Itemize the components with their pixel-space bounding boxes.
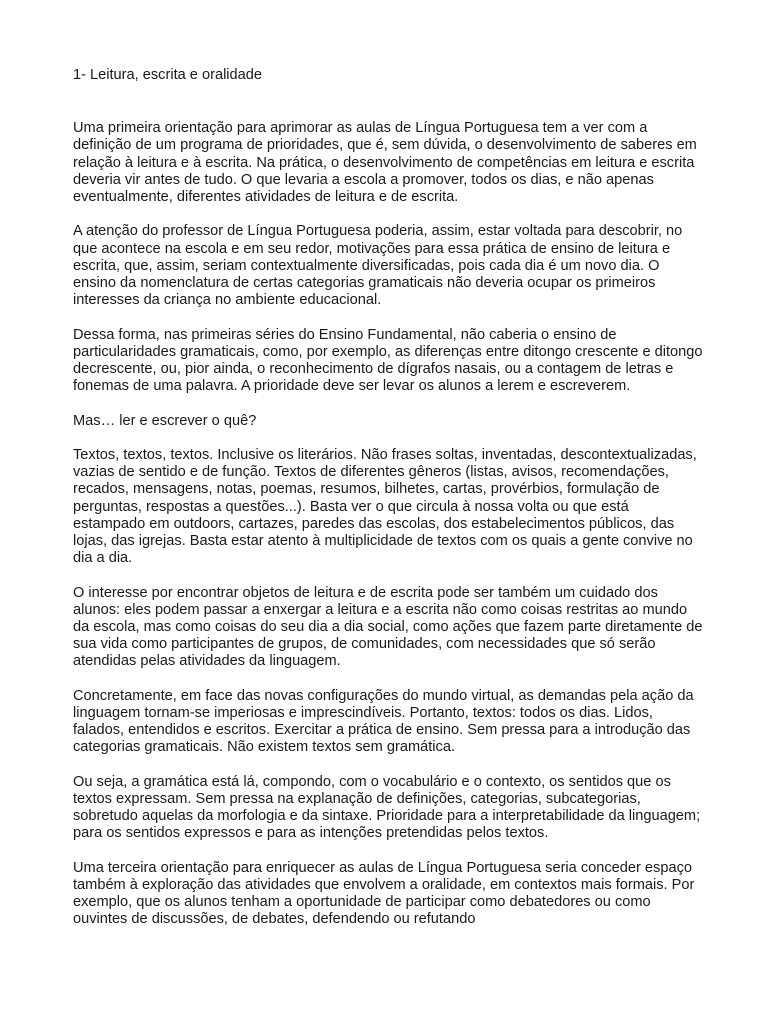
section-heading: 1- Leitura, escrita e oralidade	[73, 67, 263, 83]
paragraph-8: Ou seja, a gramática está lá, compondo, com o vocabulário e o contexto, os sentidos que os textos expressam. Sem pressa na explanação de definições, categorias, subcategorias, sobretudo aquelas da morfologia e da sintaxe. Prioridade para a interpretabilidade da linguagem; para os sentidos expressos e para as intenções pretendidas pelos textos.	[73, 773, 701, 842]
paragraph-1: Uma primeira orientação para aprimorar as aulas de Língua Portuguesa tem a ver com a definição de um programa de prioridades, que é, sem dúvida, o desenvolvimento de saberes em relação à leitura e à escrita. Na prática, o desenvolvimento de competências em leitura e escrita deveria vir antes de tudo. O que levaria a escola a promover, todos os dias, e não apenas eventualmente, diferentes atividades de leitura e de escrita.	[73, 120, 697, 206]
document-page	[73, 67, 703, 946]
paragraph-5: Textos, textos, textos. Inclusive os literários. Não frases soltas, inventadas, descontextualizadas, vazias de sentido e de função. Textos de diferentes gêneros (listas, avisos, recomendações, recados, mensagens, notas, poemas, resumos, bilhetes, cartas, provérbios, formulação de perguntas, respostas a questões...). Basta ver o que circula à nossa volta ou que está estampado em outdoors, cartazes, paredes das escolas, dos estabelecimentos públicos, das lojas, das igrejas. Basta estar atento à multiplicidade de textos com os quais a gente convive no dia a dia.	[73, 447, 697, 567]
paragraph-3: Dessa forma, nas primeiras séries do Ensino Fundamental, não caberia o ensino de particularidades gramaticais, como, por exemplo, as diferenças entre ditongo crescente e ditongo decrescente, ou, pior ainda, o reconhecimento de dígrafos nasais, ou a contagem de letras e fonemas de uma palavra. A prioridade deve ser levar os alunos a lerem e escreverem.	[73, 326, 703, 395]
paragraph-7: Concretamente, em face das novas configurações do mundo virtual, as demandas pela ação da linguagem tornam-se imperiosas e imprescindíveis. Portanto, textos: todos os dias. Lidos, falados, entendidos e escritos. Exercitar a prática de ensino. Sem pressa para a introdução das categorias gramaticais. Não existem textos sem gramática.	[73, 687, 694, 756]
paragraph-4: Mas… ler e escrever o quê?	[73, 412, 257, 429]
paragraph-6: O interesse por encontrar objetos de leitura e de escrita pode ser também um cuidado dos alunos: eles podem passar a enxergar a leitura e a escrita não como coisas restritas ao mundo da escola, mas como coisas do seu dia a dia social, como ações que fazem parte diretamente de sua vida como participantes de grupos, de comunidades, com necessidades que só serão atendidas pelas atividades da linguagem.	[73, 584, 703, 670]
paragraph-9: Uma terceira orientação para enriquecer as aulas de Língua Portuguesa seria conceder espaço também à exploração das atividades que envolvem a oralidade, em contextos mais formais. Por exemplo, que os alunos tenham a oportunidade de participar como debatedores ou como ouvintes de discussões, de debates, defendendo ou refutando	[73, 859, 695, 928]
paragraph-2: A atenção do professor de Língua Portuguesa poderia, assim, estar voltada para descobrir, no que acontece na escola e em seu redor, motivações para essa prática de ensino de leitura e escrita, que, assim, seriam contextualmente diversificadas, pois cada dia é um novo dia. O ensino da nomenclatura de certas categorias gramaticais não deveria ocupar os primeiros interesses da criança no ambiente educacional.	[73, 223, 683, 309]
